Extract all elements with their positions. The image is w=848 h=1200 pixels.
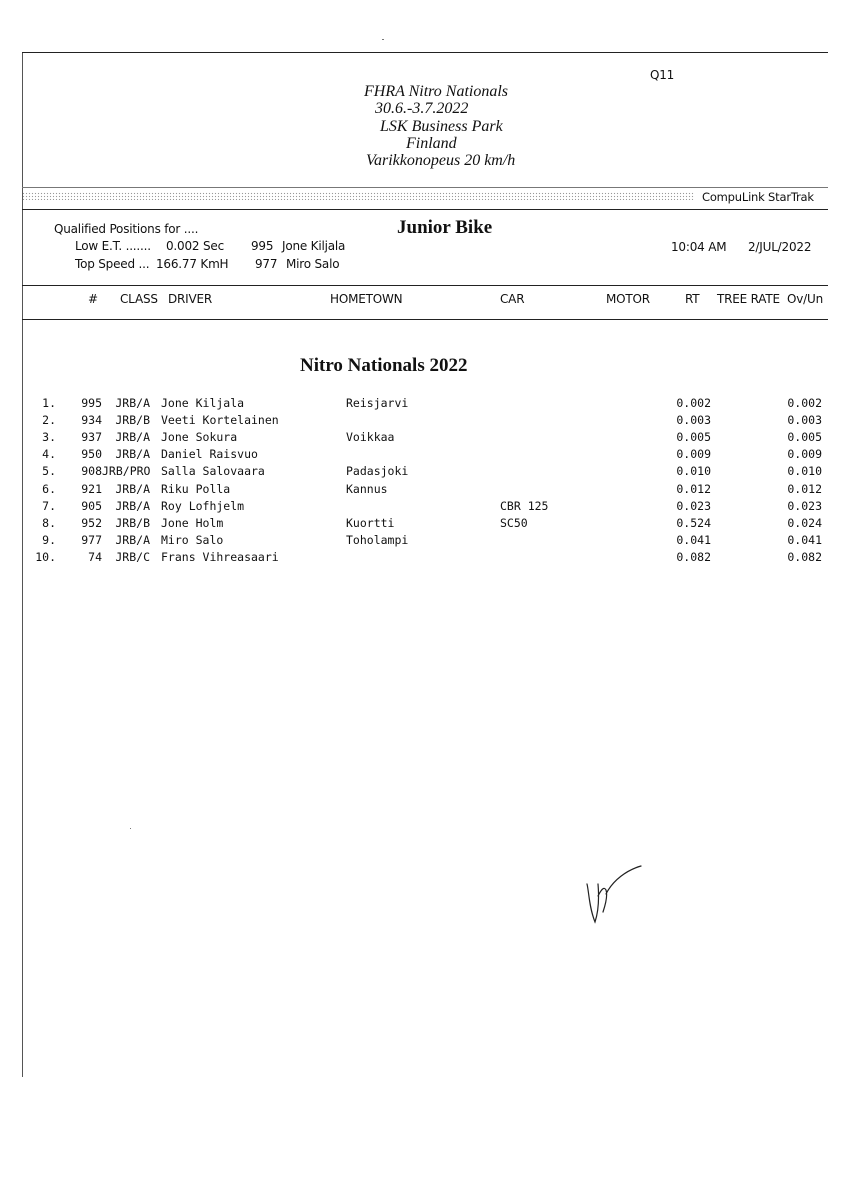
position-cell: 5.	[42, 464, 56, 479]
driver-cell: Daniel Raisvuo	[161, 447, 258, 462]
ov-un-cell: 0.003	[787, 413, 822, 428]
table-row	[0, 533, 848, 550]
class-cell: JRB/PRO	[102, 464, 151, 479]
driver-cell: Veeti Kortelainen	[161, 413, 279, 428]
top-speed-label: Top Speed ...	[75, 257, 150, 271]
number-cell: 950	[81, 447, 102, 462]
event-dates: 30.6.-3.7.2022	[375, 100, 469, 117]
top-speed-value: 166.77 KmH	[156, 257, 229, 271]
ov-un-cell: 0.024	[787, 515, 822, 530]
ov-un-cell: 0.002	[787, 396, 822, 410]
rt-cell: 0.012	[676, 481, 711, 496]
driver-cell: Jone Sokura	[161, 430, 238, 445]
qualifying-code: Q11	[650, 68, 675, 82]
col-car: CAR	[500, 292, 525, 306]
speck	[130, 828, 131, 829]
position-cell: 6.	[42, 481, 56, 496]
report-date: 2/JUL/2022	[748, 240, 812, 254]
qualified-label: Qualified Positions for ....	[54, 222, 199, 236]
class-cell: JRB/B	[115, 515, 150, 530]
rt-cell: 0.005	[676, 430, 711, 445]
event-venue: LSK Business Park	[380, 118, 503, 135]
class-cell: JRB/A	[115, 532, 150, 547]
position-cell: 10.	[35, 549, 56, 564]
header-rule	[22, 187, 828, 188]
table-row	[0, 550, 848, 567]
hometown-cell: Kuortti	[346, 515, 395, 530]
class-cell: JRB/A	[115, 396, 150, 410]
driver-cell: Salla Salovaara	[161, 464, 265, 479]
table-row	[0, 430, 848, 447]
driver-cell: Frans Vihreasaari	[161, 549, 279, 564]
dotted-band	[22, 192, 694, 200]
number-cell: 934	[81, 413, 102, 428]
table-row	[0, 482, 848, 499]
signature-mark	[585, 862, 655, 932]
number-cell: 995	[81, 396, 102, 410]
number-cell: 905	[81, 498, 102, 513]
class-cell: JRB/A	[115, 498, 150, 513]
rt-cell: 0.082	[676, 549, 711, 564]
number-cell: 977	[81, 532, 102, 547]
number-cell: 952	[81, 515, 102, 530]
speck	[382, 39, 384, 40]
class-cell: JRB/A	[115, 481, 150, 496]
event-country: Finland	[406, 135, 457, 152]
position-cell: 8.	[42, 515, 56, 530]
number-cell: 921	[81, 481, 102, 496]
car-cell: SC50	[500, 515, 528, 530]
class-cell: JRB/B	[115, 413, 150, 428]
hometown-cell: Toholampi	[346, 532, 409, 547]
hometown-cell: Voikkaa	[346, 430, 395, 445]
ov-un-cell: 0.012	[787, 481, 822, 496]
rt-cell: 0.003	[676, 413, 711, 428]
number-cell: 908	[81, 464, 102, 479]
driver-cell: Jone Holm	[161, 515, 224, 530]
class-cell: JRB/A	[115, 430, 150, 445]
hometown-cell: Kannus	[346, 481, 388, 496]
rt-cell: 0.010	[676, 464, 711, 479]
table-row	[0, 413, 848, 430]
report-time: 10:04 AM	[671, 240, 727, 254]
col-tree-rate: TREE RATE	[717, 292, 780, 306]
col-number: #	[88, 292, 98, 306]
top-rule	[22, 52, 828, 53]
ov-un-cell: 0.009	[787, 447, 822, 462]
car-cell: CBR 125	[500, 498, 549, 513]
table-row	[0, 464, 848, 481]
ov-un-cell: 0.010	[787, 464, 822, 479]
col-ov-un: Ov/Un	[787, 292, 823, 306]
table-row	[0, 516, 848, 533]
rt-cell: 0.009	[676, 447, 711, 462]
col-rt: RT	[685, 292, 700, 306]
table-row	[0, 447, 848, 464]
driver-cell: Riku Polla	[161, 481, 231, 496]
number-cell: 74	[88, 549, 102, 564]
low-et-value: 0.002 Sec	[166, 239, 224, 253]
driver-cell: Jone Kiljala	[161, 396, 245, 410]
summary-rule	[22, 209, 828, 210]
low-et-number: 995	[251, 239, 274, 253]
event-title: FHRA Nitro Nationals	[364, 83, 509, 100]
table-row	[0, 499, 848, 516]
rt-cell: 0.041	[676, 532, 711, 547]
rt-cell: 0.023	[676, 498, 711, 513]
position-cell: 4.	[42, 447, 56, 462]
col-class: CLASS	[120, 292, 158, 306]
low-et-driver: Jone Kiljala	[282, 239, 346, 253]
position-cell: 7.	[42, 498, 56, 513]
position-cell: 3.	[42, 430, 56, 445]
columns-top-rule	[22, 285, 828, 286]
ov-un-cell: 0.082	[787, 549, 822, 564]
section-title: Nitro Nationals 2022	[300, 355, 468, 376]
position-cell: 1.	[42, 396, 56, 410]
class-cell: JRB/C	[115, 549, 150, 564]
ov-un-cell: 0.023	[787, 498, 822, 513]
columns-bottom-rule	[22, 319, 828, 320]
hometown-cell: Padasjoki	[346, 464, 409, 479]
position-cell: 2.	[42, 413, 56, 428]
col-hometown: HOMETOWN	[330, 292, 403, 306]
category-title: Junior Bike	[397, 217, 493, 238]
low-et-label: Low E.T. .......	[75, 239, 151, 253]
top-speed-number: 977	[255, 257, 278, 271]
position-cell: 9.	[42, 532, 56, 547]
class-cell: JRB/A	[115, 447, 150, 462]
ov-un-cell: 0.041	[787, 532, 822, 547]
top-speed-driver: Miro Salo	[286, 257, 340, 271]
hometown-cell: Reisjarvi	[346, 396, 409, 410]
number-cell: 937	[81, 430, 102, 445]
rt-cell: 0.524	[676, 515, 711, 530]
event-note: Varikkonopeus 20 km/h	[366, 152, 516, 169]
timing-system: CompuLink StarTrak	[702, 190, 814, 204]
col-driver: DRIVER	[168, 292, 213, 306]
rt-cell: 0.002	[676, 396, 711, 410]
col-motor: MOTOR	[606, 292, 650, 306]
table-row	[0, 396, 848, 413]
driver-cell: Miro Salo	[161, 532, 224, 547]
driver-cell: Roy Lofhjelm	[161, 498, 245, 513]
ov-un-cell: 0.005	[787, 430, 822, 445]
